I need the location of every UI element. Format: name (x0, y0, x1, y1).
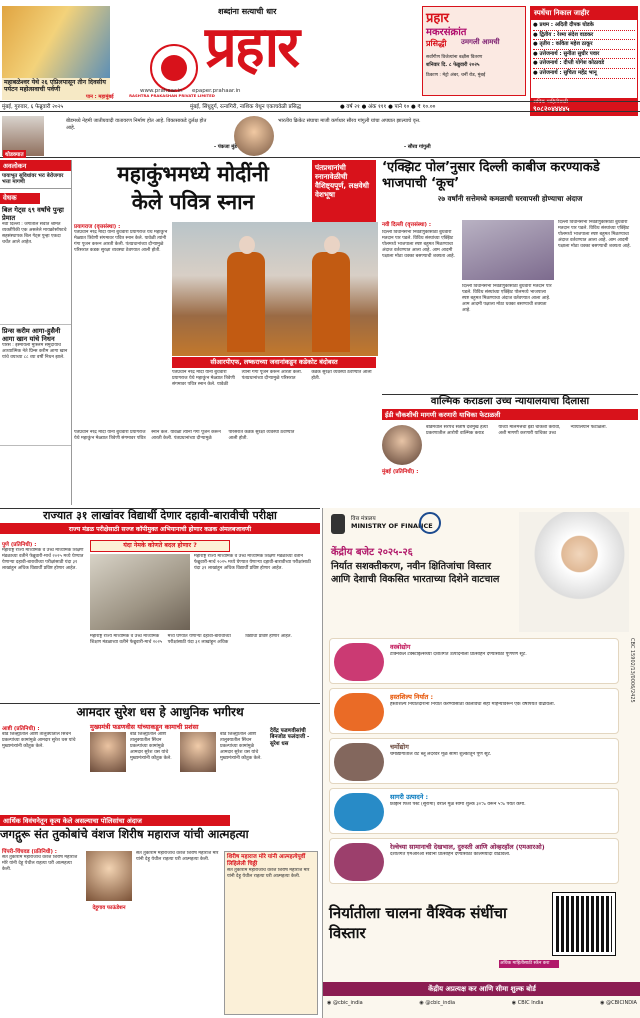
pm-head-1 (239, 236, 255, 254)
vedhak-tag: वेधक (0, 193, 40, 204)
budget-item (329, 638, 619, 684)
winner-item: ● उत्तेजनार्थ : दीप्ती योगेश कोठावडे (533, 59, 635, 69)
website[interactable]: www.prahaar.in (140, 88, 183, 94)
winners-title: स्पर्धेचा निकाल जाहीर (531, 7, 637, 20)
jagadguru-byline: पिंपरी-चिंचवड (प्रतिनिधी) : (2, 849, 57, 855)
seal-text: RASHTRA PRAKASHAN PRIVATE LIMITED (129, 93, 215, 98)
lead-headline-2[interactable]: केले पवित्र स्नान (131, 190, 255, 214)
jagadguru-headline[interactable]: जगद्गुरू संत तुकोबांचे वंशज शिरीष महाराज यांची आत्महत्या (0, 827, 249, 841)
winner-item: ● प्रथम : अदिती दीपक घोडके (533, 21, 635, 31)
exam-body-area (0, 540, 320, 700)
winners-list (531, 20, 637, 80)
budget-item-icon (334, 793, 384, 831)
budget-item-icon (334, 843, 384, 881)
valmik-headline[interactable]: वाल्मिक कराडला उच्च न्यायालयाचा दिलासा (430, 396, 590, 407)
exam-byline: पुणे (प्रतिनिधी) : (2, 542, 37, 548)
budget-code: CBC 15902/13/0006/2425 (629, 638, 635, 703)
left-news-body: नवी दिल्ली : जगातील सर्वात श्रीमंत व्यक्तींपैकी एक असलेले मायक्रोसॉफ्टचे सहसंस्थापक बिल गेट्स पुन्हा एकदा चर्चेत आले आहेत. (2, 221, 67, 245)
left-ear-photo (2, 6, 110, 78)
delhi-col-1 (382, 230, 458, 390)
quick-bar: थोडक्यात (5, 152, 24, 158)
qr-label: अधिक माहितीसाठी स्कॅन करा (499, 960, 559, 968)
brief1-author: - पंकजा मुंडे (214, 144, 237, 150)
left-news-body: पॅरिस : इस्मायली मुस्लिम समुदायाचे आध्यात्मिक नेते प्रिन्स करीम आगा खान यांचे वयाच्या ८८ व्या वर्षी निधन झाले. (2, 342, 68, 360)
budget-ad[interactable] (322, 508, 640, 1018)
delhi-col-2 (462, 284, 554, 388)
pm-figure-2 (312, 252, 350, 352)
brief2-photo (234, 116, 274, 156)
delhi-photo (462, 220, 554, 280)
budget-items (329, 638, 619, 888)
social-row (327, 1000, 637, 1012)
delhi-body-3: दिल्ली विधानसभा निवडणुकीसाठी बुधवारी मतदान पार पडले. विविध संस्थांच्या एक्झिट पोलमध्ये भाजपाला स्पष्ट बहुमत मिळण्याचा अंदाज वर्तवण्यात आला आहे. आम आदमी पक्षाला मोठा धक्का बसण्याची शक्यता आहे. (558, 220, 632, 249)
pm-portrait (519, 512, 629, 632)
brief2-author: - सौरव गांगुली (404, 144, 431, 150)
shirish-photo (86, 851, 132, 901)
winner-item: ● उत्तेजनार्थ : सुचिता महेंद्र भानू (533, 69, 635, 79)
seal-icon (161, 55, 187, 81)
dhas-byline: आष्टी (प्रतिनिधी) : (2, 726, 40, 732)
lead-headline-1[interactable]: महाकुंभमध्ये मोदींनी (117, 162, 269, 186)
valmik-body: बीडमधील सरपंच संतोष देशमुख हत्या प्रकरणातील आरोपी वाल्मिक कराड याच्या मालमत्तेची ईडी चौकशी करावी, अशी मागणी करणारी याचिका उच्च न्यायालयाने फेटाळली. (426, 425, 608, 436)
lead-text-col (74, 222, 170, 362)
emblem-icon (331, 514, 345, 534)
epaper[interactable]: epaper.prahaar.in (192, 88, 241, 94)
exam-col-1 (2, 540, 86, 698)
contact-label: अधिक माहितीसाठी (533, 99, 568, 105)
left-ear-headline[interactable]: महाबळेश्वर येथे २६ एप्रिलपासून तीन दिवसीय पर्यटन महोत्सवाची पर्वणी (2, 78, 110, 100)
lead-photo (172, 222, 378, 356)
delhi-block (382, 160, 638, 216)
budget-item-text: टेक्निकल टेक्स्टाइल्सच्या देशांतर्गत उत्पादनाला प्रोत्साहन देण्यासाठी पूर्णपणे सूट. (390, 652, 527, 657)
delhi-headline[interactable]: ‘एक्झिट पोल’नुसार दिल्ली काबीज करण्याकडे भाजपाची ‘कूच’ (382, 160, 600, 191)
budget-item-text: हस्तशिल्प निर्यातदारांना निर्यात करण्यासाठी कालावधी सहा महिन्यांवरून एक वर्षापर्यंत वाढविला. (390, 702, 556, 707)
logo-seal (150, 44, 198, 92)
delhi-byline: नवी दिल्ली (वृत्तसंस्था) : (382, 222, 432, 228)
winner-item: ● उत्तेजनार्थ : सुनीता सुधीर पवार (533, 50, 635, 60)
lead-side-title: पंतप्रधानांची स्नानावेळीची वैशिष्ट्यपूर्ण, लक्षवेधी वेशभूषा (312, 160, 376, 230)
delhi-col-3 (558, 220, 638, 388)
budget-headline: निर्यात सशक्तीकरण, नवीन क्षितिजांचा विस्तार आणि देशाची विकसित भारताच्या दिशेने वाटचाल (331, 561, 500, 585)
budget-item (329, 738, 619, 784)
dateline-bar (0, 101, 640, 112)
phone-number[interactable]: ९०८२०४४४४५ (533, 105, 570, 113)
budget-item-text: देशांतर्गत एमआरओ सेवांना प्रोत्साहन देण्यासाठी कालमर्यादा वाढविली. (390, 852, 511, 857)
lead-lower-text: पंतप्रधान नरेंद्र मोदी यांनी बुधवारी प्रयागराज येथे महाकुंभ मेळ्यात त्रिवेणी संगमावर पवित्र स्नान केले. यावेळी त्यांनी गंगा पूजन करून आरती केली. पंतप्रधानांच्या दौऱ्यामुळे परिसरात कडक सुरक्षा व्यवस्था ठेवण्यात आली होती. (74, 430, 295, 441)
tagline: शब्दांना सत्याची धार (218, 7, 277, 16)
lead-headline-block (74, 160, 312, 220)
social-handle[interactable]: ◉ CBIC India (511, 1000, 544, 1006)
left-column (0, 160, 72, 505)
delhi-sub: २७ वर्षांनी सत्तेमध्ये कमळाची घरवापसी होण्याचा अंदाज (437, 194, 583, 203)
jagadguru-body-2: संत तुकाराम महाराजांचे वंशज शिरीष महाराज मोरे यांनी देहू येथील राहत्या घरी आत्महत्या केली. (136, 851, 219, 862)
social-handle[interactable]: ◉ @cbic_india (419, 1000, 456, 1006)
brief1-text: बीडमध्ये नेहमी जातीयवादी वातावरण निर्माण होत आहे. विकासाकडे दुर्लक्ष होत आहे. (66, 118, 207, 131)
jagadguru-name-label: देहूगाव फाऊंडेशन (92, 905, 126, 911)
dhas-body-3: बीड जिल्ह्यातील आष्टी तालुक्यातील सिंचन प्रकल्पांच्या कामांमुळे आमदार सुरेश धस यांचे मुख्यमंत्र्यांनी कौतुक केले. (220, 732, 262, 761)
valmik-sub: ईडी चौकशीची मागणी करणारी याचिका फेटाळली (382, 409, 638, 420)
jagadguru-box (224, 851, 318, 1015)
qr-code[interactable] (553, 893, 615, 955)
left-items (0, 204, 71, 446)
jagadguru-block (0, 815, 320, 1018)
mid-ad-result: सर्वांगीण विजेत्यांना बक्षीस वितरण (426, 55, 483, 60)
jagadguru-tag: आर्थिक विवंचनेतून कृत्य केले असल्याचा पोलिसांचा अंदाज (0, 815, 230, 826)
budget-item (329, 838, 619, 884)
briefs-row (0, 114, 640, 158)
budget-footer-title: निर्यातीला चालना वैश्विक संधींचा विस्तार (329, 904, 507, 942)
security-banner: सीआरपीएफ, लष्कराच्या जवानांकडून कडेकोट बंदोबस्त (172, 357, 376, 368)
jagadguru-box-title: शिरीष महाराज मोरे यांनी आत्महत्येपूर्वी लिहिलेली चिठ्ठी (227, 854, 306, 867)
dhas-body: बीड जिल्ह्यातील आष्टी तालुक्यातील सिंचन प्रकल्पांच्या कामांमुळे आमदार सुरेश धस यांचे मुख्यमंत्र्यांनी कौतुक केले. (2, 732, 76, 749)
left-news-headline: प्रिन्स करीम आगा-हुसैनी आगा खान यांचे निधन (2, 326, 61, 343)
budget-item-text: फ्रोझन फिश पेस्ट (सुरीमी) वरील मूळ सीमा शुल्क ३०% वरून ५% पर्यंत कमी. (390, 802, 526, 807)
budget-label: केंद्रीय बजेट २०२५-२६ (331, 547, 413, 558)
editions: मुंबई, सिंधुदुर्ग, रत्नागिरी, नाशिक येथून एकाचवेळी प्रसिद्ध (190, 104, 301, 110)
valmik-photo (382, 425, 422, 465)
left-news-headline: बिल गेट्स ६९ वर्षांचे पुन्हा प्रेमात (2, 205, 64, 222)
dhas-photo (90, 732, 126, 772)
mid-ad-line1: मकरसंक्रांत (426, 27, 467, 38)
issue: ● वर्ष २१ ● अंक १११ ● पाने १० ● ₹ १०.०० (340, 104, 436, 110)
jagadguru-body: संत तुकाराम महाराजांचे वंशज शिरीष महाराज मोरे यांनी देहू येथील राहत्या घरी आत्महत्या केली. (2, 855, 78, 872)
lead-byline: प्रयागराज (वृत्तसंस्था) : (74, 224, 121, 230)
budget-item-icon (334, 743, 384, 781)
budget-item-title: सागरी उत्पादने : (390, 793, 429, 801)
left-ear-page: पान : महामुंबई (86, 94, 114, 100)
valmik-byline: मुंबई (प्रतिनिधी) : (382, 469, 419, 475)
lead-body: पंतप्रधान नरेंद्र मोदी यांनी बुधवारी प्रयागराज येथे महाकुंभ मेळ्यात त्रिवेणी संगमावर पवित्र स्नान केले. यावेळी त्यांनी गंगा पूजन करून आरती केली. पंतप्रधानांच्या दौऱ्यामुळे परिसरात कडक सुरक्षा व्यवस्था ठेवण्यात आली होती. (74, 230, 168, 253)
social-handle[interactable]: ◉ @CBICINDIA (600, 1000, 637, 1006)
jagadguru-box-body: संत तुकाराम महाराजांचे वंशज शिरीष महाराज मोरे यांनी देहू येथील राहत्या घरी आत्महत्या केली. (227, 868, 310, 879)
ministry-hi: वित्त मंत्रालय (351, 516, 376, 522)
budget-item-title: वस्त्रोद्योग (390, 643, 411, 651)
budget-item-text: चर्मोद्योगातील वेट ब्लू लेदरवर मूळ सीमा शुल्कातून पूर्ण सूट. (390, 752, 492, 757)
budget-item (329, 688, 619, 734)
lead-lower (74, 430, 378, 505)
exam-headline[interactable]: राज्यात ३१ लाखांवर विद्यार्थी देणार दहावी-बारावीची परीक्षा (43, 509, 277, 522)
budget-item-title: हस्तशिल्प निर्यात : (390, 693, 434, 701)
dhas-body-2: बीड जिल्ह्यातील आष्टी तालुक्यातील सिंचन प्रकल्पांच्या कामांमुळे आमदार सुरेश धस यांचे मुख्यमंत्र्यांनी कौतुक केले. (130, 732, 172, 761)
delhi-body-1: दिल्ली विधानसभा निवडणुकीसाठी बुधवारी मतदान पार पडले. विविध संस्थांच्या एक्झिट पोलमध्ये भाजपाला स्पष्ट बहुमत मिळण्याचा अंदाज वर्तवण्यात आला आहे. आम आदमी पक्षाला मोठा धक्का बसण्याची शक्यता आहे. (382, 230, 456, 259)
fadnavis-photo (180, 732, 216, 772)
budget-item-title: रेल्वेच्या सामानाची देखभाल, दुरुस्ती आणि ओव्हरहॉल (एमआरओ) (390, 843, 545, 851)
exam-box-title: यंदा नेमके कोणते बदल होणार ? (90, 540, 230, 552)
budget-item-title: चर्मोद्योग (390, 743, 409, 751)
left-news-item[interactable] (0, 204, 71, 325)
exam-sub: राज्य मंडळ परीक्षेसाठी सज्ज कॉपीमुक्त अभियानाची होणार कडक अंमलबजावणी (0, 523, 320, 534)
delhi-body-area (382, 220, 638, 390)
exam-header (0, 508, 320, 536)
security-cols (172, 370, 376, 426)
exam-photo (90, 554, 190, 630)
dhas-block (0, 703, 320, 813)
winners-box (530, 6, 638, 116)
budget-footer-bar: केंद्रीय अप्रत्यक्ष कर आणि सीमा शुल्क बोर्ड (323, 982, 640, 996)
mid-ad-line3: उमगली आमची (461, 38, 500, 46)
dhas-headline[interactable]: आमदार सुरेश धस हे आधुनिक भगीरथ (76, 705, 244, 719)
budget-item (329, 788, 619, 834)
pm-head-2 (324, 236, 340, 254)
budget-item-icon (334, 693, 384, 731)
security-text: पंतप्रधान नरेंद्र मोदी यांनी बुधवारी प्रयागराज येथे महाकुंभ मेळ्यात त्रिवेणी संगमावर पवित्र स्नान केले. यावेळी त्यांनी गंगा पूजन करून आरती केली. पंतप्रधानांच्या दौऱ्यामुळे परिसरात कडक सुरक्षा व्यवस्था ठेवण्यात आली होती. (172, 370, 372, 387)
valmik-block (382, 394, 638, 506)
mid-ad-venue: ठिकाण : मेट्रो अंबर, चर्नी रोड, मुंबई (426, 73, 486, 78)
avalokan-label: अवलोकन (0, 160, 71, 171)
exam-body-lower: महाराष्ट्र राज्य माध्यमिक व उच्च माध्यमिक शिक्षण मंडळाच्या वतीने फेब्रुवारी-मार्च २०२५ मध्ये घेण्यात येणाऱ्या दहावी-बारावीच्या परीक्षांसाठी यंदा ३१ लाखांहून अधिक विद्यार्थी प्रविष्ट होणार आहेत. (90, 634, 292, 645)
brief2-text: भारतीय क्रिकेट संघाचा माजी कर्णधार सौरव गांगुली यांचा अपघात झाल्याचे वृत्त. (278, 118, 421, 124)
avalokan-item[interactable]: पायाभूत सुविधांवर भरः बेरोजगार भत्ता मागणी (0, 171, 71, 189)
mid-ad-date: शनिवार दि. ८ फेब्रुवारी २०२५ (426, 62, 480, 68)
winner-item: ● तृतीय : कविता महेश ठाकूर (533, 40, 635, 50)
ministry-en: MINISTRY OF FINANCE (351, 522, 433, 530)
mid-ad[interactable] (422, 6, 526, 96)
winner-item: ● द्वितीय : रेश्मा संदेश वाडकर (533, 31, 635, 41)
pm-figure-1 (227, 252, 265, 352)
exam-body: महाराष्ट्र राज्य माध्यमिक व उच्च माध्यमिक शिक्षण मंडळाच्या वतीने फेब्रुवारी-मार्च २०२५ मध्ये घेण्यात येणाऱ्या दहावी-बारावीच्या परीक्षांसाठी यंदा ३१ लाखांहून अधिक विद्यार्थी प्रविष्ट होणार आहेत. (2, 548, 84, 571)
masthead (0, 0, 640, 130)
exam-box-list: महाराष्ट्र राज्य माध्यमिक व उच्च माध्यमिक शिक्षण मंडळाच्या वतीने फेब्रुवारी-मार्च २०२५ मध्ये घेण्यात येणाऱ्या दहावी-बारावीच्या परीक्षांसाठी यंदा ३१ लाखांहून अधिक विद्यार्थी प्रविष्ट होणार आहेत. (194, 554, 311, 571)
dateline: मुंबई, गुरुवार, ६ फेब्रुवारी २०२५ (2, 104, 64, 110)
delhi-body-2: दिल्ली विधानसभा निवडणुकीसाठी बुधवारी मतदान पार पडले. विविध संस्थांच्या एक्झिट पोलमध्ये भाजपाला स्पष्ट बहुमत मिळण्याचा अंदाज वर्तवण्यात आला आहे. आम आदमी पक्षाला मोठा धक्का बसण्याची शक्यता आहे. (462, 284, 552, 313)
social-handle[interactable]: ◉ @cbic_india (327, 1000, 363, 1006)
left-news-item[interactable] (0, 325, 71, 446)
mid-ad-line2: प्रसिद्धी (426, 39, 447, 48)
masthead-title[interactable]: प्रहार (205, 14, 299, 80)
dhas-sub: मुख्यमंत्री फडणवीस यांच्याकडून कामाची प्रशंसा (90, 723, 199, 731)
budget-item-icon (334, 643, 384, 681)
cbic-logo-icon (419, 512, 441, 534)
dhas-quote-title: देवेंद्र फडणवीसांची बिनजोड फलंदाजी - सुरेश धस (270, 728, 310, 747)
mid-ad-brand: प्रहार (426, 11, 449, 26)
